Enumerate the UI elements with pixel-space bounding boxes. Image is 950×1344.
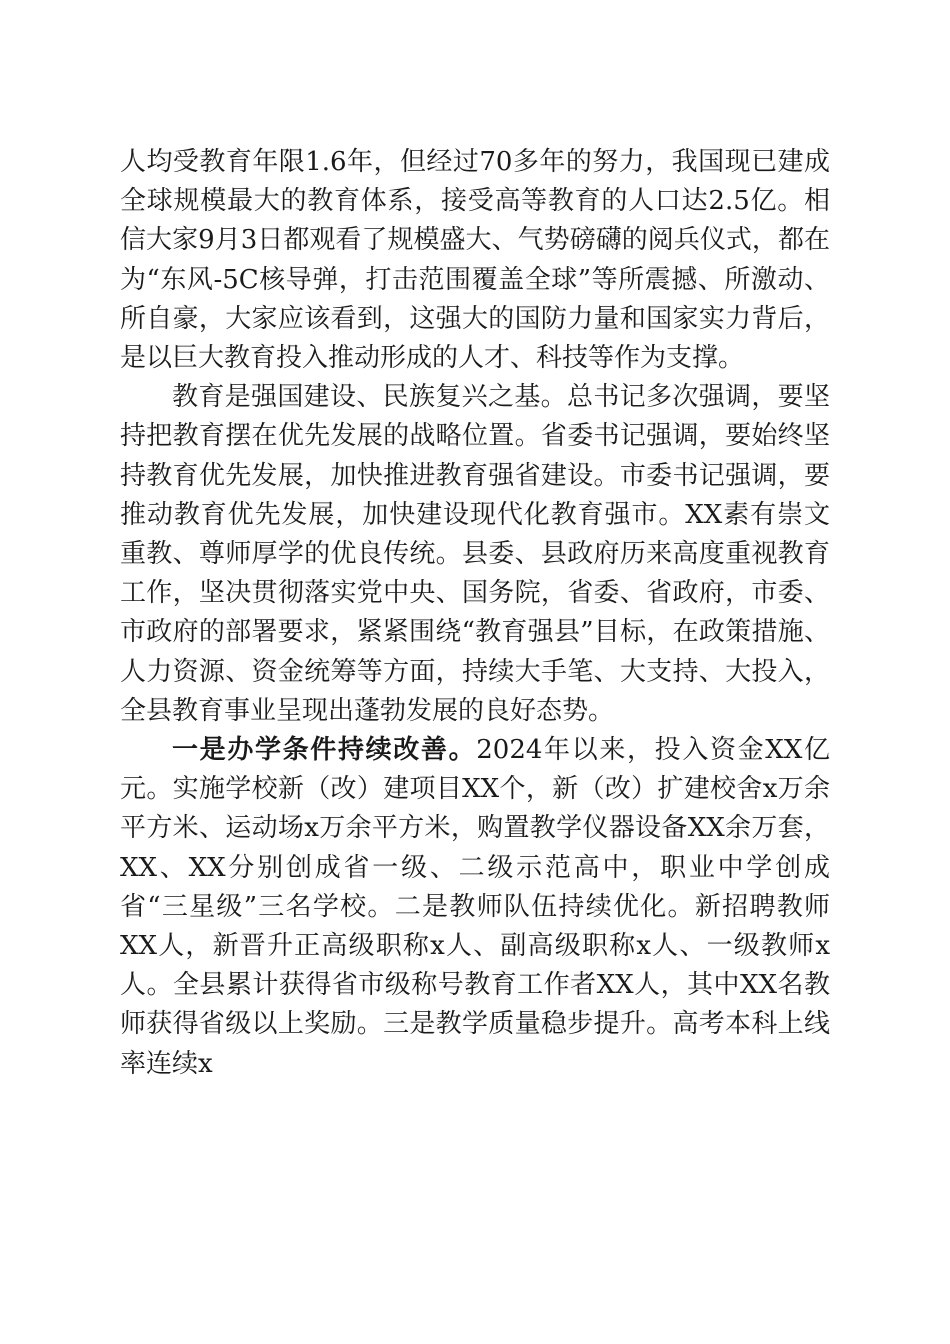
paragraph-text: 2024年以来，投入资金XX亿元。实施学校新（改）建项目XX个，新（改）扩建校舍x万余平方米、运动场x万余平方米，购置教学仪器设备XX余万套，XX、XX分别创成省一级、二级示范高中，职业中学创成省“三星级”三名学校。 bbox=[120, 735, 830, 922]
document-body bbox=[120, 143, 830, 1084]
paragraph-text: 高考本科上线率连续x bbox=[120, 1009, 830, 1079]
paragraph-3 bbox=[120, 731, 830, 1084]
paragraph-text: 教育是强国建设、民族复兴之基。总书记多次强调，要坚持把教育摆在优先发展的战略位置。省委书记强调，要始终坚持教育优先发展，加快推进教育强省建设。市委书记强调，要推动教育优先发展，加快建设现代化教育强市。XX素有崇文重教、尊师厚学的优良传统。县委、县政府历来高度重视教育工作，坚决贯彻落实党中央、国务院，省委、省政府，市委、市政府的部署要求，紧紧围绕“教育强县”目标，在政策措施、人力资源、资金统筹等方面，持续大手笔、大支持、大投入，全县教育事业呈现出蓬勃发展的良好态势。 bbox=[120, 382, 830, 726]
paragraph-text: 人均受教育年限1.6年，但经过70多年的努力，我国现已建成全球规模最大的教育体系，接受高等教育的人口达2.5亿。相信大家9月3日都观看了规模盛大、气势磅礴的阅兵仪式，都在为“东风-5C核导弹，打击范围覆盖全球”等所震撼、所激动、所自豪，大家应该看到，这强大的国防力量和国家实力背后，是以巨大教育投入推动形成的人才、科技等作为支撑。 bbox=[120, 147, 830, 374]
heading-run-teachers: 二是教师队伍持续优化。 bbox=[394, 891, 695, 922]
paragraph-1 bbox=[120, 143, 830, 378]
paragraph-2 bbox=[120, 378, 830, 731]
paragraph-text: 新招聘教师XX人，新晋升正高级职称x人、副高级职称x人、一级教师x人。全县累计获得省市级称号教育工作者XX人，其中XX名教师获得省级以上奖励。 bbox=[120, 891, 830, 1040]
heading-run-conditions: 一是办学条件持续改善。 bbox=[172, 735, 477, 766]
heading-run-quality: 三是教学质量稳步提升。 bbox=[383, 1009, 673, 1040]
